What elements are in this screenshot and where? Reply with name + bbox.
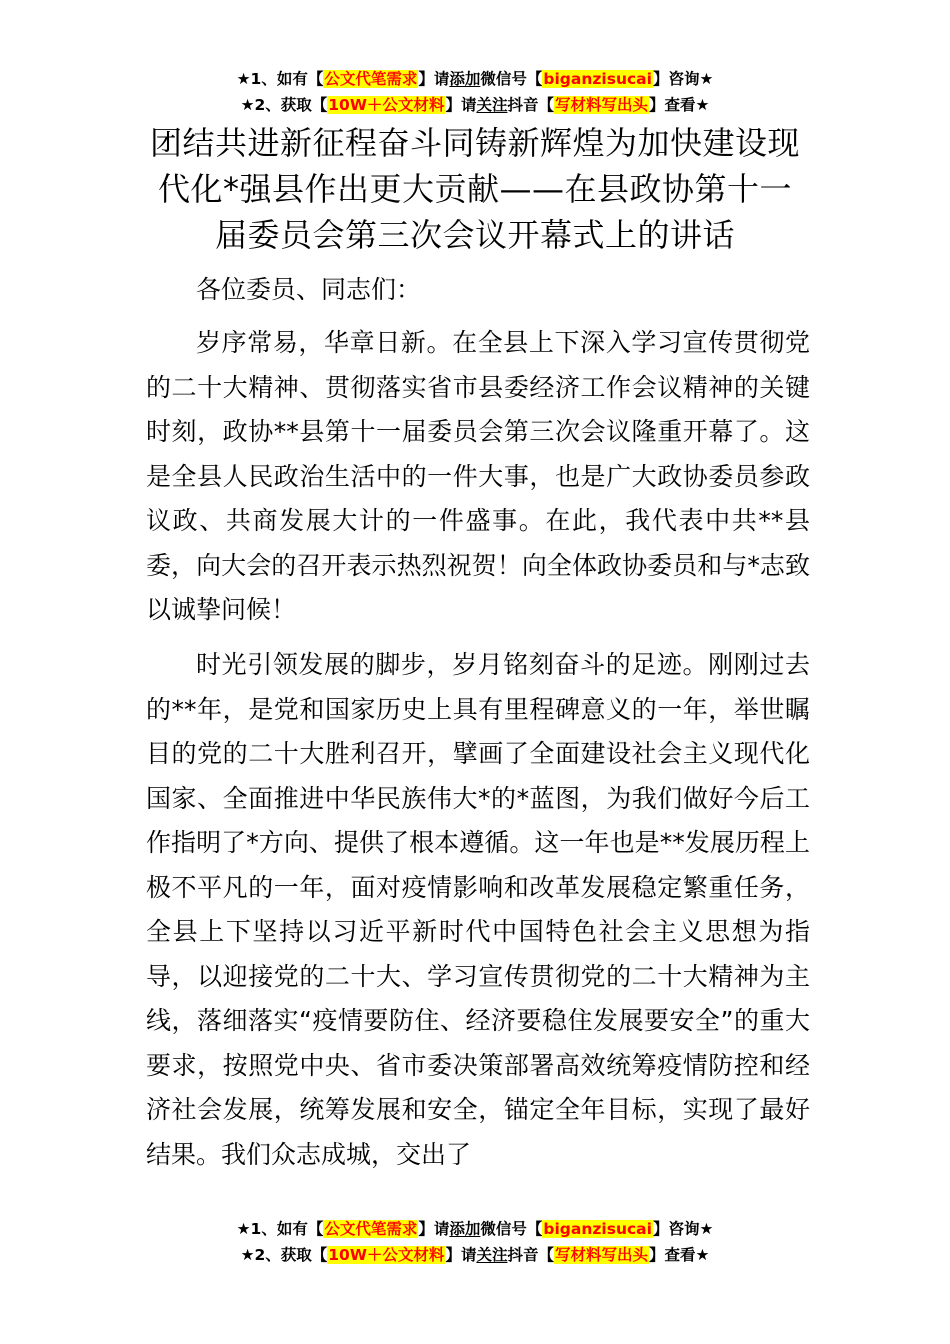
highlight-wechat-id: biganzisucai — [543, 70, 652, 88]
banner-text: 】咨询★ — [652, 1220, 714, 1238]
banner-text: 抖音【 — [507, 1246, 554, 1264]
highlight-douyin-account: 写材料写出头 — [554, 1246, 648, 1264]
banner-text: 】请 — [445, 1246, 477, 1264]
banner-text: ★2、获取【 — [240, 96, 328, 114]
banner-emphasis: 关注 — [476, 1246, 508, 1264]
highlight-douyin-account: 写材料写出头 — [554, 96, 648, 114]
banner-line-1 — [0, 66, 950, 92]
banner-text: 】咨询★ — [652, 70, 714, 88]
paragraph-block-1 — [146, 321, 810, 633]
banner-line-2 — [0, 92, 950, 118]
banner-text: 】请 — [445, 96, 477, 114]
banner-text: 】请 — [418, 70, 450, 88]
banner-text: ★1、如有【 — [236, 1220, 324, 1238]
banner-emphasis: 关注 — [476, 96, 508, 114]
banner-text: 】查看★ — [649, 1246, 710, 1264]
banner-text: ★2、获取【 — [240, 1246, 328, 1264]
banner-text: 】请 — [418, 1220, 450, 1238]
banner-text: 】查看★ — [649, 96, 710, 114]
banner-text: 抖音【 — [507, 96, 554, 114]
greeting: 各位委员、同志们： — [196, 275, 422, 304]
banner-emphasis: 添加 — [449, 70, 481, 88]
banner-emphasis: 添加 — [449, 1220, 481, 1238]
highlight-wechat-id: biganzisucai — [543, 1220, 652, 1238]
paragraph: 时光引领发展的脚步，岁月铭刻奋斗的足迹。刚刚过去的**年，是党和国家历史上具有里程碑意义的一年，举世瞩目的党的二十大胜利召开，擘画了全面建设社会主义现代化国家、全面推进中华民族伟大*的*蓝图，为我们做好今后工作指明了*方向、提供了根本遵循。这一年也是**发展历程上极不平凡的一年，面对疫情影响和改革发展稳定繁重任务，全县上下坚持以习近平新时代中国特色社会主义思想为指导，以迎接党的二十大、学习宣传贯彻党的二十大精神为主线，落细落实“疫情要防住、经济要稳住发展要安全”的重大要求，按照党中央、省市委决策部署高效统筹疫情防控和经济社会发展，统筹发展和安全，锚定全年目标，实现了最好结果。我们众志成城，交出了 — [146, 650, 810, 1169]
banner-line-1 — [0, 1216, 950, 1242]
banner-text: 微信号【 — [480, 70, 543, 88]
document-title: 团结共进新征程奋斗同铸新辉煌为加快建设现代化*强县作出更大贡献——在县政协第十一届委员会第三次会议开幕式上的讲话 — [149, 124, 800, 254]
highlight-writing-service: 公文代笔需求 — [324, 1220, 418, 1238]
banner-text: ★1、如有【 — [236, 70, 324, 88]
highlight-materials: 10W＋公文材料 — [328, 1246, 445, 1264]
paragraph: 岁序常易，华章日新。在全县上下深入学习宣传贯彻党的二十大精神、贯彻落实省市县委经济工作会议精神的关键时刻，政协**县第十一届委员会第三次会议隆重开幕了。这是全县人民政治生活中的一件大事，也是广大政协委员参政议政、共商发展大计的一件盛事。在此，我代表中共**县委，向大会的召开表示热烈祝贺！向全体政协委员和与*志致以诚挚问候！ — [146, 328, 810, 624]
paragraph-block-2 — [146, 643, 810, 1177]
header-banner — [0, 66, 950, 118]
banner-text: 微信号【 — [480, 1220, 543, 1238]
footer-banner — [0, 1216, 950, 1268]
banner-line-2 — [0, 1242, 950, 1268]
highlight-writing-service: 公文代笔需求 — [324, 70, 418, 88]
greeting-block — [146, 268, 810, 313]
highlight-materials: 10W＋公文材料 — [328, 96, 445, 114]
